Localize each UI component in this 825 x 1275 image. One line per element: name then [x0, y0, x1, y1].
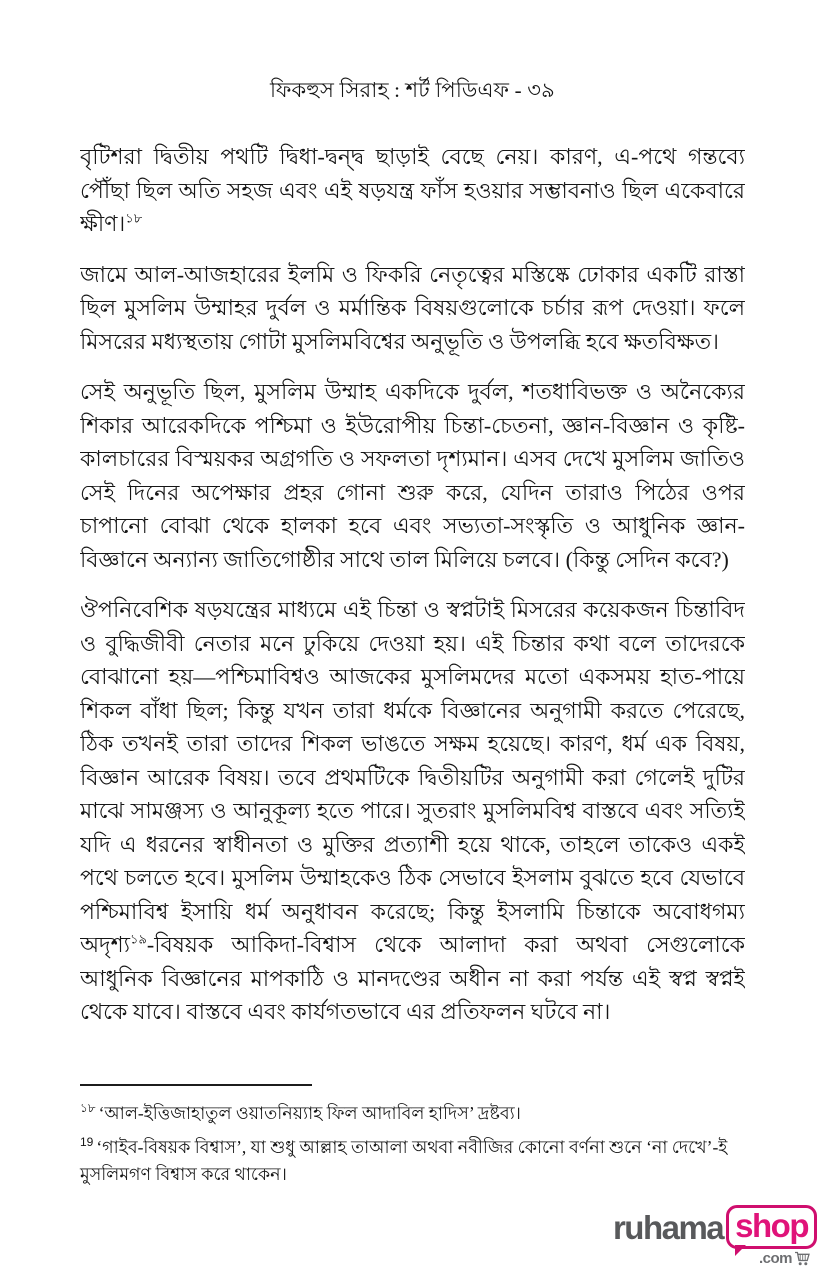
footnote-marker: 19 — [80, 1135, 94, 1150]
paragraph-text: বৃটিশরা দ্বিতীয় পথটি দ্বিধা-দ্বন্দ্ব ছাড়াই বেছে নেয়। কারণ, এ-পথে গন্তব্যে পৌঁছা ছিল অতি সহজ এবং এই ষড়যন্ত্র ফাঁস হওয়ার সম্ভাবনাও ছিল একেবারে ক্ষীণ। — [80, 144, 745, 236]
body-text — [80, 140, 745, 1080]
footnote-18 — [80, 1100, 745, 1127]
logo-wordmark — [613, 1205, 817, 1249]
footnote-ref-19: ১৯ — [130, 931, 147, 947]
footnote-divider — [80, 1084, 312, 1086]
footnote-text: ‘আল-ইত্তিজাহাতুল ওয়াতনিয়্যাহ ফিল আদাবিল হাদিস’ দ্রষ্টব্য। — [98, 1103, 521, 1123]
logo-domain-row — [759, 1250, 811, 1267]
logo-text-ruhama: ruhama — [612, 1208, 724, 1246]
footnote-ref-18: ১৮ — [125, 210, 143, 226]
paragraph-4 — [80, 593, 745, 1029]
paragraph-text: জামে আল-আজহারের ইলমি ও ফিকরি নেতৃত্বের মস্তিষ্কে ঢোকার একটি রাস্তা ছিল মুসলিম উম্মাহর দুর্বল ও মর্মান্তিক বিষয়গুলোকে চর্চার রূপ দেওয়া। ফলে মিসরের মধ্যস্থতায় গোটা মুসলিমবিশ্বের অনুভূতি ও উপলব্ধি হবে ক্ষতবিক্ষত। — [80, 261, 745, 354]
speech-bubble-tail — [735, 1245, 746, 1256]
cart-icon — [794, 1251, 811, 1266]
logo-domain: .com — [758, 1250, 792, 1267]
paragraph-text: ঔপনিবেশিক ষড়যন্ত্রের মাধ্যমে এই চিন্তা ও স্বপ্নটাই মিসরের কয়েকজন চিন্তাবিদ ও বুদ্ধিজীবী নেতার মনে ঢুকিয়ে দেওয়া হয়। এই চিন্তার কথা বলে তাদেরকে বোঝানো হয়—পশ্চিমাবিশ্বও আজকের মুসলিমদের মতো একসময় হাত-পায়ে শিকল বাঁধা ছিল; কিন্তু যখন তারা ধর্মকে বিজ্ঞানের অনুগামী করতে পেরেছে, ঠিক তখনই তারা তাদের শিকল ভাঙতে সক্ষম হয়েছে। কারণ, ধর্ম এক বিষয়, বিজ্ঞান আরেক বিষয়। তবে প্রথমটিকে দ্বিতীয়টির অনুগামী করা গেলেই দুটির মাঝে সামঞ্জস্য ও আনুকূল্য হতে পারে। সুতরাং মুসলিমবিশ্ব বাস্তবে এবং সত্যিই যদি এ ধরনের স্বাধীনতা ও মুক্তির প্রত্যাশী হয়ে থাকে, তাহলে তাকেও একই পথে চলতে হবে। মুসলিম উম্মাহকেও ঠিক সেভাবে ইসলাম বুঝতে হবে যেভাবে পশ্চিমাবিশ্ব ইসায়ি ধর্ম অনুধাবন করেছে; কিন্তু ইসলামি চিন্তাকে অবোধগম্য অদৃশ্য — [80, 597, 745, 957]
ruhamashop-logo — [613, 1205, 817, 1267]
footnote-19 — [80, 1134, 745, 1188]
footnotes-section — [80, 1084, 745, 1195]
paragraph-3 — [80, 375, 745, 576]
footnote-marker: ১৮ — [80, 1101, 96, 1116]
logo-text-shop: shop — [735, 1207, 808, 1244]
page-header: ফিকহুস সিরাহ : শর্ট পিডিএফ - ৩৯ — [269, 78, 555, 102]
logo-speech-bubble — [726, 1205, 817, 1249]
paragraph-1 — [80, 140, 745, 241]
paragraph-text: -বিষয়ক আকিদা-বিশ্বাস থেকে আলাদা করা অথবা সেগুলোকে আধুনিক বিজ্ঞানের মাপকাঠি ও মানদণ্ডের অধীন না করা পর্যন্ত এই স্বপ্ন স্বপ্নই থেকে যাবে। বাস্তবে এবং কার্যগতভাবে এর প্রতিফলন ঘটবে না। — [80, 932, 745, 1024]
paragraph-2 — [80, 258, 745, 359]
footnote-text: ‘গাইব-বিষয়ক বিশ্বাস’, যা শুধু আল্লাহ তাআলা অথবা নবীজির কোনো বর্ণনা শুনে ‘না দেখে’-ই মুসলিমগণ বিশ্বাস করে থাকেন। — [80, 1137, 728, 1184]
paragraph-text: সেই অনুভূতি ছিল, মুসলিম উম্মাহ একদিকে দুর্বল, শতধাবিভক্ত ও অনৈক্যের শিকার আরেকদিকে পশ্চিমা ও ইউরোপীয় চিন্তা-চেতনা, জ্ঞান-বিজ্ঞান ও কৃষ্টি-কালচারের বিস্ময়কর অগ্রগতি ও সফলতা দৃশ্যমান। এসব দেখে মুসলিম জাতিও সেই দিনের অপেক্ষার প্রহর গোনা শুরু করে, যেদিন তারাও পিঠের ওপর চাপানো বোঝা থেকে হালকা হবে এবং সভ্যতা-সংস্কৃতি ও আধুনিক জ্ঞান-বিজ্ঞানে অন্যান্য জাতিগোষ্ঠীর সাথে তাল মিলিয়ে চলবে। (কিন্তু সেদিন কবে?) — [80, 379, 745, 572]
